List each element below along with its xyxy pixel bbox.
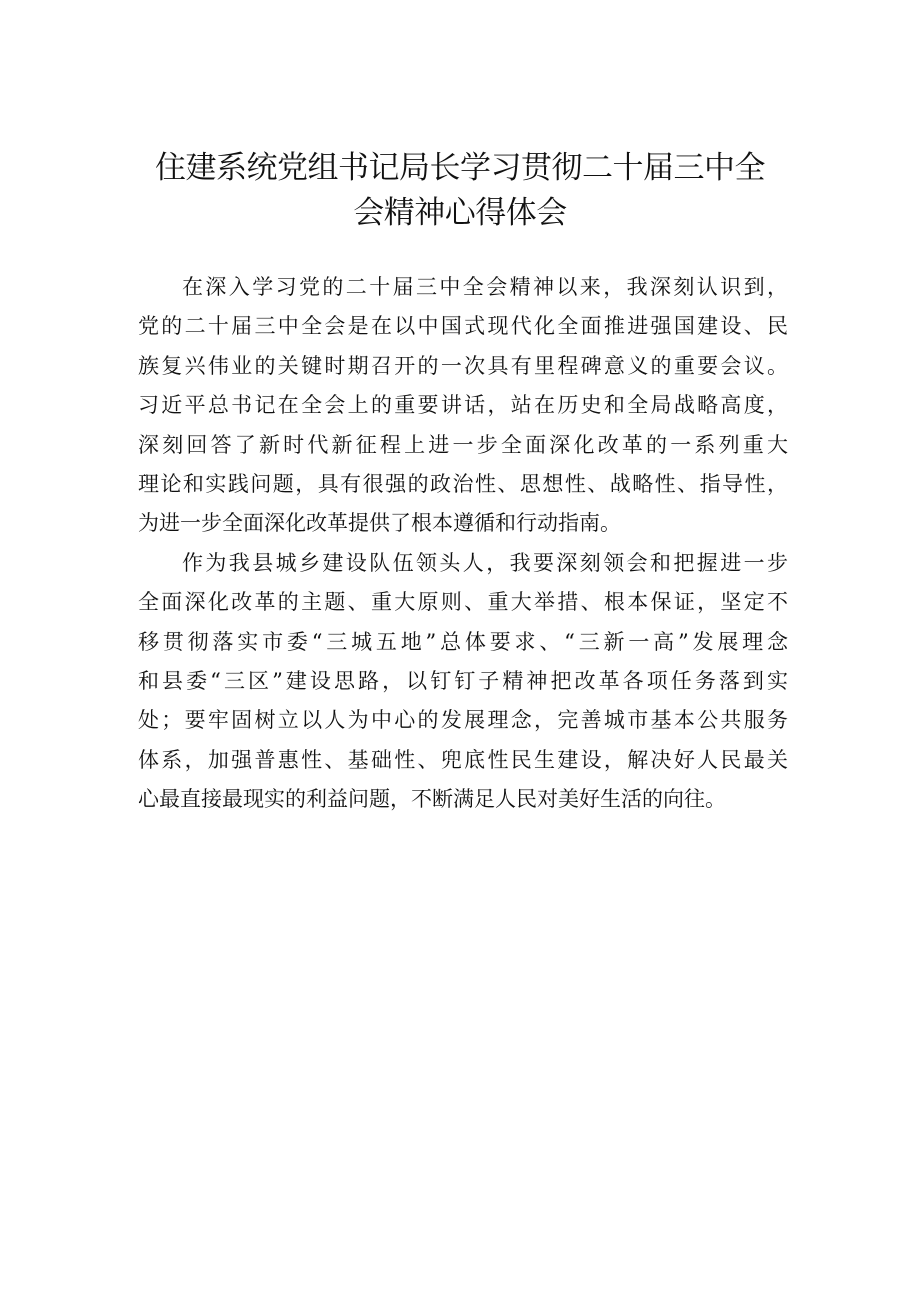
paragraph-line: 习近平总书记在全会上的重要讲话，站在历史和全局战略高度， xyxy=(138,393,788,418)
paragraph-line: 深刻回答了新时代新征程上进一步全面深化改革的一系列重大 xyxy=(138,432,788,457)
paragraph-line: 心最直接最现实的利益问题，不断满足人民对美好生活的向往。 xyxy=(138,787,726,812)
document-title xyxy=(130,146,790,236)
paragraph-line: 移贯彻落实市委“三城五地”总体要求、“三新一高”发展理念 xyxy=(138,629,788,654)
paragraph-line: 族复兴伟业的关键时期召开的一次具有里程碑意义的重要会议。 xyxy=(138,353,788,378)
paragraph-line: 体系，加强普惠性、基础性、兜底性民生建设，解决好人民最关 xyxy=(138,747,788,772)
paragraph-line: 全面深化改革的主题、重大原则、重大举措、根本保证，坚定不 xyxy=(138,590,788,615)
title-line: 住建系统党组书记局长学习贯彻二十届三中全 xyxy=(155,150,765,186)
document-body xyxy=(138,268,788,820)
paragraph-line: 和县委“三区”建设思路，以钉钉子精神把改革各项任务落到实 xyxy=(138,669,788,694)
paragraph-line: 作为我县城乡建设队伍领头人，我要深刻领会和把握进一步 xyxy=(182,550,788,575)
paragraph-line: 党的二十届三中全会是在以中国式现代化全面推进强国建设、民 xyxy=(138,314,788,339)
paragraph-1 xyxy=(138,268,788,544)
paragraph-line: 理论和实践问题，具有很强的政治性、思想性、战略性、指导性， xyxy=(138,472,788,497)
title-line: 会精神心得体会 xyxy=(353,195,567,231)
paragraph-line: 处；要牢固树立以人为中心的发展理念，完善城市基本公共服务 xyxy=(138,708,788,733)
paragraph-line: 在深入学习党的二十届三中全会精神以来，我深刻认识到， xyxy=(182,275,788,299)
paragraph-line: 为进一步全面深化改革提供了根本遵循和行动指南。 xyxy=(138,511,621,536)
paragraph-2 xyxy=(138,544,788,820)
